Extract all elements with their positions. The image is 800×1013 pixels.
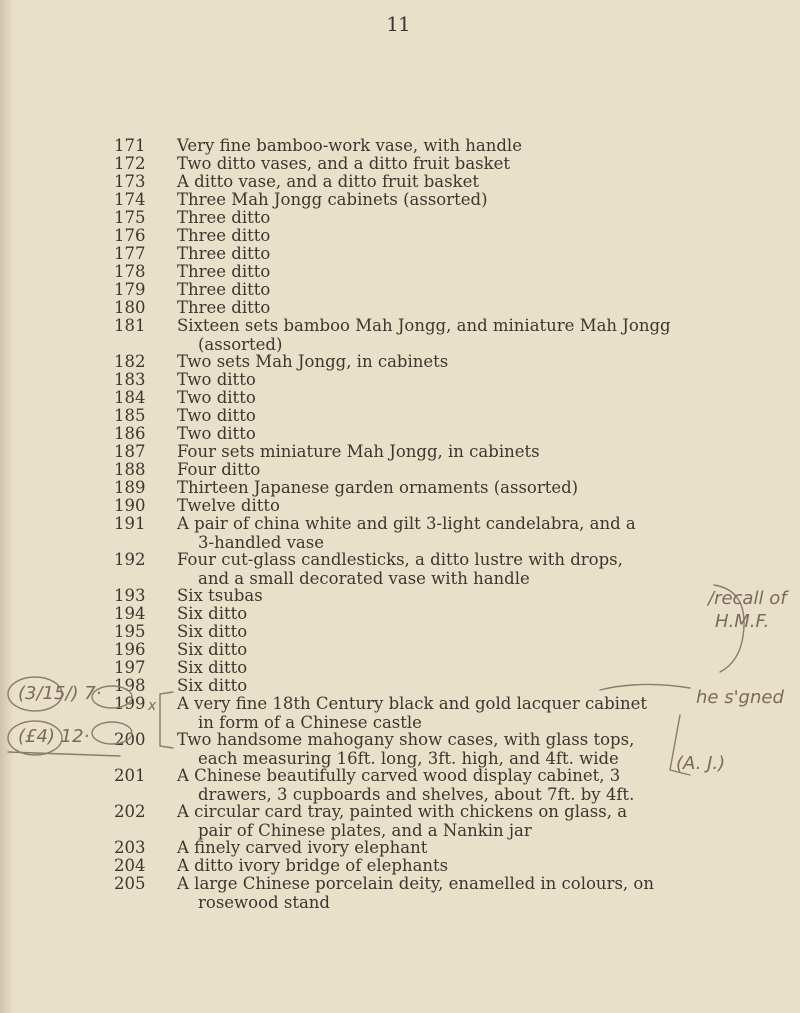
lot-description: Sixteen sets bamboo Mah Jongg, and miniature Mah Jongg (assorted): [177, 316, 671, 354]
lot-number: 193: [114, 586, 146, 605]
pencil-note-lower: (A. J.): [676, 753, 726, 774]
pencil-note-signed: he s'gned: [696, 687, 784, 708]
lot-number: 203: [114, 838, 146, 857]
lot-description: Six ditto: [177, 604, 248, 623]
lot-description: Thirteen Japanese garden ornaments (assorted): [177, 478, 579, 497]
lot-description: Four sets miniature Mah Jongg, in cabinets: [177, 442, 540, 461]
lot-number: 171: [114, 136, 146, 155]
lot-description: Two handsome mahogany show cases, with glass tops, each measuring 16ft. long, 3ft. high, and 4ft. wide: [177, 730, 635, 768]
lot-number: 192: [114, 550, 146, 569]
lot-description: Three ditto: [177, 280, 271, 299]
lot-number: 196: [114, 640, 146, 659]
lot-description: Three ditto: [177, 226, 271, 245]
lot-description: Six ditto: [177, 658, 248, 677]
lot-number: 179: [114, 280, 146, 299]
page-number: 11: [386, 12, 410, 36]
lot-number: 201: [114, 766, 146, 785]
pencil-note-initials: H.M.F.: [715, 611, 770, 632]
lot-description: Very fine bamboo-work vase, with handle: [177, 136, 522, 155]
lot-number: 182: [114, 352, 146, 371]
lot-description: Two sets Mah Jongg, in cabinets: [177, 352, 449, 371]
lot-description: Three ditto: [177, 208, 271, 227]
lot-number: 189: [114, 478, 146, 497]
lot-description: A finely carved ivory elephant: [177, 838, 428, 857]
circle-mark-200: [92, 722, 132, 744]
lot-description: Twelve ditto: [177, 496, 280, 515]
lot-description: A ditto vase, and a ditto fruit basket: [177, 172, 479, 191]
lot-number: 181: [114, 316, 146, 335]
bracket-mark: [160, 692, 173, 748]
lot-number: 205: [114, 874, 146, 893]
lot-number: 174: [114, 190, 146, 209]
lot-number: 195: [114, 622, 146, 641]
lot-number: 185: [114, 406, 146, 425]
lot-number: 194: [114, 604, 146, 623]
lot-number: 190: [114, 496, 146, 515]
lot-number: 176: [114, 226, 146, 245]
lot-number: 184: [114, 388, 146, 407]
lot-number: 175: [114, 208, 146, 227]
lot-description: A Chinese beautifully carved wood display cabinet, 3 drawers, 3 cupboards and shelves, about 7ft. by 4ft.: [177, 766, 635, 804]
lot-number: 178: [114, 262, 146, 281]
lot-number: 187: [114, 442, 146, 461]
lot-number: 172: [114, 154, 146, 173]
lot-number: 199: [114, 694, 146, 713]
lot-number: 204: [114, 856, 146, 875]
lot-number: 198: [114, 676, 146, 695]
lot-number: 180: [114, 298, 146, 317]
lot-number: 173: [114, 172, 146, 191]
lot-description: Two ditto: [177, 406, 256, 425]
lot-description: Four cut-glass candlesticks, a ditto lustre with drops, and a small decorated vase with handle: [177, 550, 623, 588]
lot-number: 183: [114, 370, 146, 389]
pencil-price-top: (3/15/) 7·: [18, 683, 102, 704]
pencil-mark-199: x: [148, 698, 157, 714]
lot-description: Two ditto vases, and a ditto fruit basket: [177, 154, 511, 173]
lot-description: Two ditto: [177, 370, 256, 389]
lot-description: Three ditto: [177, 298, 271, 317]
lot-number: 188: [114, 460, 146, 479]
lot-description: A ditto ivory bridge of elephants: [177, 856, 449, 875]
lot-description: Six ditto: [177, 640, 248, 659]
lot-number: 200: [114, 730, 146, 749]
lot-description: A pair of china white and gilt 3-light candelabra, and a 3-handled vase: [177, 514, 636, 552]
lot-description: Three Mah Jongg cabinets (assorted): [177, 190, 488, 209]
lot-description: Six ditto: [177, 676, 248, 695]
flourish-mark: [600, 684, 690, 690]
lot-description: Two ditto: [177, 388, 256, 407]
lot-number: 186: [114, 424, 146, 443]
lot-description: Two ditto: [177, 424, 256, 443]
lot-description: Four ditto: [177, 460, 261, 479]
lot-description: A large Chinese porcelain deity, enamelled in colours, on rosewood stand: [177, 874, 654, 912]
pencil-note-recall: /recall of: [708, 588, 787, 609]
lot-description: Three ditto: [177, 262, 271, 281]
lot-number: 177: [114, 244, 146, 263]
lot-description: A very fine 18th Century black and gold lacquer cabinet in form of a Chinese castle: [177, 694, 647, 732]
lot-description: Six tsubas: [177, 586, 263, 605]
lot-number: 202: [114, 802, 146, 821]
lot-description: A circular card tray, painted with chickens on glass, a pair of Chinese plates, and a Nankin jar: [177, 802, 628, 840]
lot-description: Six ditto: [177, 622, 248, 641]
lot-description: Three ditto: [177, 244, 271, 263]
lot-number: 191: [114, 514, 146, 533]
pencil-price-bottom: (£4) 12·: [18, 726, 90, 747]
lot-number: 197: [114, 658, 146, 677]
